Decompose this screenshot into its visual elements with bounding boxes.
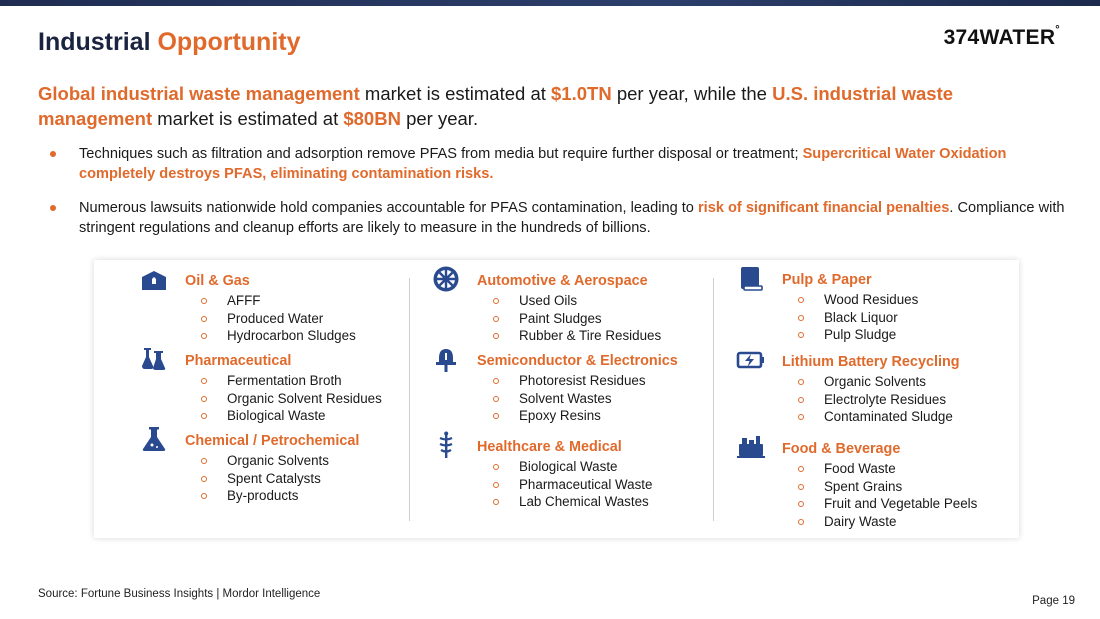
headline-global-value: $1.0TN [551,83,612,104]
list-item-text: Pharmaceutical Waste [519,476,653,492]
category-title: Lithium Battery Recycling [782,354,960,370]
list-item-text: Wood Residues [824,292,919,307]
paper-roll-icon [736,263,766,293]
headline-text-2: per year, while the [611,83,773,104]
list-item [493,292,661,310]
list-item [201,390,382,408]
list-bullet [493,396,499,402]
list-item-text: Fruit and Vegetable Peels [824,496,978,511]
list-bullet [493,333,499,339]
category-title: Chemical / Petrochemical [185,433,360,449]
category-items [493,372,646,425]
list-bullet [201,476,207,482]
key-point-emphasis: risk of significant financial penalties [697,200,950,216]
list-item [201,452,329,470]
bullet-dot [50,151,56,157]
list-bullet [798,466,804,472]
headline-text-1: market is estimated at [359,83,552,104]
list-bullet [493,316,499,322]
industry-categories-panel [94,260,1019,538]
logo-text: 374WATER [943,26,1056,49]
list-item [798,478,977,496]
headline-text-4: per year. [400,108,479,129]
list-item-text: By-products [227,488,299,503]
list-item [493,476,652,494]
list-item-text: Rubber & Tire Residues [519,328,662,343]
headline-us-market: U.S. industrial waste management [38,83,954,129]
key-point [50,144,1078,184]
headline-global-market: Global industrial waste management [38,83,360,104]
list-item-text: Contaminated Sludge [824,409,953,424]
list-item [493,458,652,476]
list-item-text: Photoresist Residues [519,373,646,388]
list-item-text: AFFF [227,293,261,308]
company-logo [944,26,1060,50]
list-bullet [798,414,804,420]
column-divider [409,278,410,521]
food-beverage-icon [736,432,766,462]
category-items [201,372,382,425]
list-bullet [201,493,207,499]
list-bullet [798,332,804,338]
list-item [493,327,661,345]
list-bullet [798,484,804,490]
list-bullet [493,499,499,505]
list-bullet [201,396,207,402]
list-bullet [493,378,499,384]
list-item-text: Organic Solvent Residues [227,390,382,406]
microchip-icon [431,344,461,374]
list-bullet [201,413,207,419]
list-bullet [493,413,499,419]
key-point-text: Techniques such as filtration and adsorption remove PFAS from media but require further disposal or treatment; [79,146,803,162]
list-bullet [493,464,499,470]
wheel-icon [431,264,461,294]
caduceus-icon [431,430,461,460]
list-bullet [201,316,207,322]
list-item-text: Organic Solvents [227,453,329,468]
key-point-emphasis: Supercritical Water Oxidation completely destroys PFAS, eliminating contamination risks. [79,146,1007,182]
category-title: Pharmaceutical [185,353,292,369]
headline-text-3: market is estimated at [152,108,344,129]
list-item [201,372,382,390]
list-item-text: Solvent Wastes [519,390,612,406]
list-item [798,513,977,531]
list-item [798,309,918,327]
category-title: Healthcare & Medical [477,439,622,455]
list-item [493,390,646,408]
category-items [798,373,953,426]
key-points-list [50,144,1078,252]
category-title: Pulp & Paper [782,272,872,288]
title-part-1: Industrial [38,28,151,56]
list-item [798,373,953,391]
list-item [798,391,953,409]
list-item [201,470,329,488]
category-items [201,452,329,505]
list-item-text: Spent Grains [824,478,903,494]
headline-statement [38,81,1068,131]
list-item [798,495,977,513]
key-point-text: Numerous lawsuits nationwide hold companies accountable for PFAS contamination, leading to [79,200,698,216]
list-item-text: Pulp Sludge [824,327,897,342]
lab-flasks-icon [139,344,169,374]
list-bullet [493,298,499,304]
category-title: Automotive & Aerospace [477,273,648,289]
list-item [201,327,356,345]
list-item-text: Organic Solvents [824,374,926,389]
list-item-text: Biological Waste [227,408,326,423]
category-items [493,458,652,511]
category-items [201,292,356,345]
bullet-dot [50,205,56,211]
list-item [493,310,661,328]
category-title: Oil & Gas [185,273,250,289]
title-part-2: Opportunity [157,28,301,56]
chemistry-flask-icon [139,424,169,454]
headline-us-value: $80BN [343,108,401,129]
list-bullet [201,298,207,304]
list-bullet [798,315,804,321]
list-item [493,407,646,425]
list-item [201,487,329,505]
list-item [798,291,918,309]
list-item-text: Produced Water [227,310,324,326]
list-item-text: Epoxy Resins [519,408,601,423]
source-citation: Source: Fortune Business Insights | Mordor Intelligence [38,588,321,600]
category-items [798,291,918,344]
list-bullet [798,397,804,403]
list-item-text: Black Liquor [824,309,898,325]
list-bullet [201,378,207,384]
list-item-text: Hydrocarbon Sludges [227,328,356,343]
list-item-text: Biological Waste [519,459,618,474]
list-item-text: Dairy Waste [824,513,897,529]
category-title: Semiconductor & Electronics [477,353,678,369]
list-bullet [493,482,499,488]
list-item-text: Fermentation Broth [227,373,342,388]
list-item-text: Food Waste [824,461,896,476]
logo-mark: ° [1055,24,1060,36]
list-item-text: Spent Catalysts [227,470,321,486]
category-items [798,460,977,530]
category-items [493,292,661,345]
key-point [50,198,1078,238]
list-item-text: Lab Chemical Wastes [519,494,649,509]
oil-rig-icon [139,264,169,294]
top-accent-bar [0,0,1100,6]
list-bullet [201,333,207,339]
list-item [493,372,646,390]
list-bullet [798,379,804,385]
key-point-tail: . Compliance with stringent regulations and cleanup efforts are likely to measure in the hundreds of billions. [79,200,1065,236]
list-item [201,310,356,328]
list-bullet [798,297,804,303]
list-item [201,407,382,425]
list-bullet [798,519,804,525]
list-bullet [201,458,207,464]
list-item-text: Electrolyte Residues [824,391,947,407]
list-item [201,292,356,310]
list-item-text: Used Oils [519,293,578,308]
list-item [798,326,918,344]
list-item [798,460,977,478]
list-bullet [798,501,804,507]
battery-bolt-icon [736,345,766,375]
category-title: Food & Beverage [782,441,901,457]
column-divider [713,278,714,521]
list-item [493,493,652,511]
list-item-text: Paint Sludges [519,310,602,326]
page-number: Page 19 [1032,595,1075,607]
page-title [38,28,301,57]
list-item [798,408,953,426]
